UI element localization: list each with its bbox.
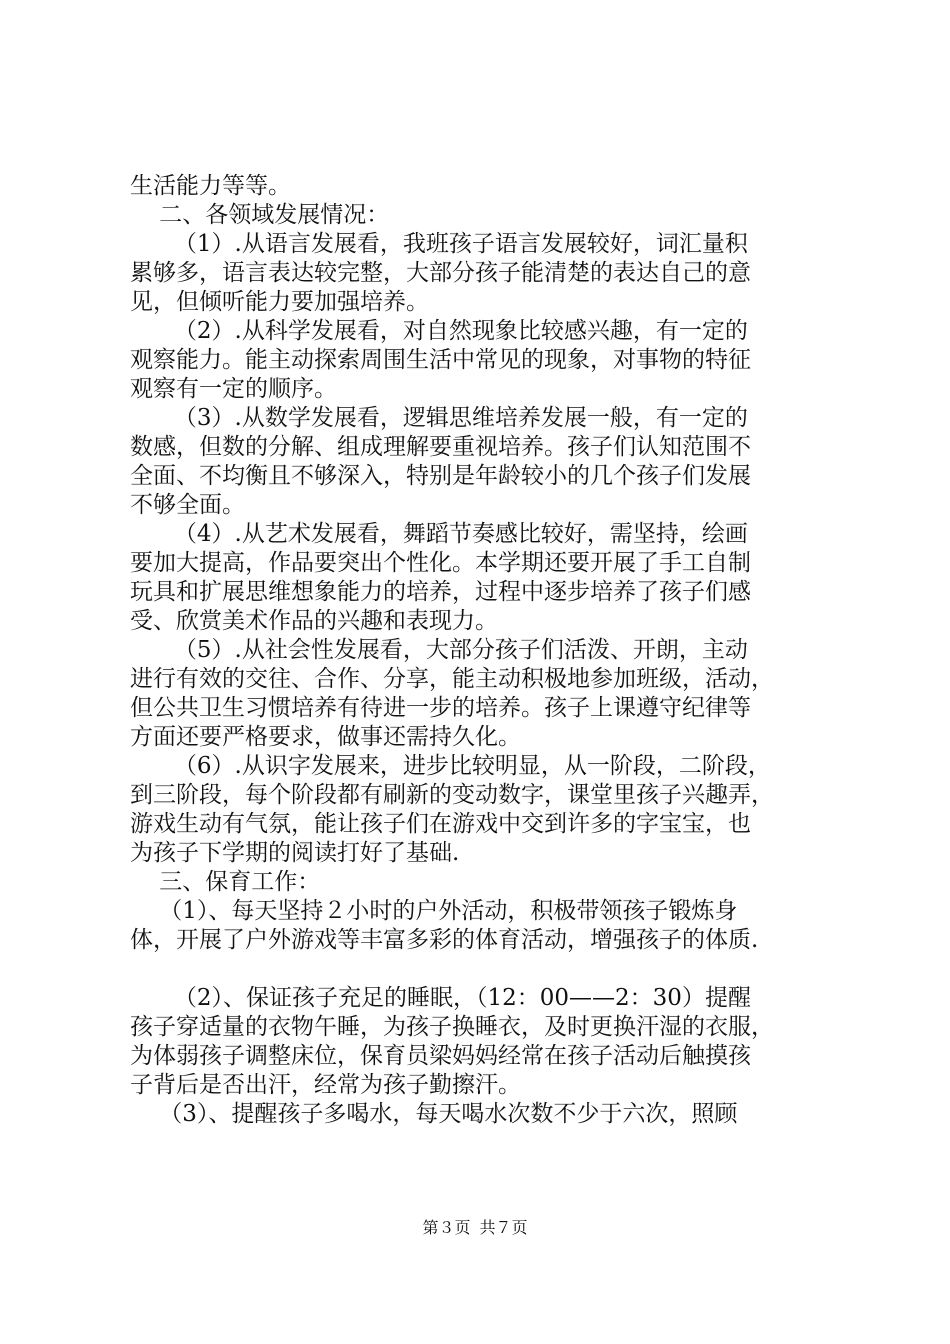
section-heading: 三、保育工作： [130, 869, 321, 895]
text-line: 但公共卫生习惯培养有待进一步的培养。孩子上课遵守纪律等 [130, 695, 751, 721]
document-body [130, 172, 830, 1129]
text-line: 生活能力等等。 [130, 173, 291, 199]
text-line: 要加大提高，作品要突出个性化。本学期还要开展了手工自制 [130, 550, 751, 576]
text-line: 进行有效的交往、合作、分享，能主动积极地参加班级，活动， [130, 666, 774, 692]
page-number: 第３页 [422, 1218, 471, 1237]
text-line: 为孩子下学期的阅读打好了基础. [130, 840, 460, 866]
text-line: 孩子穿适量的衣物午睡，为孩子换睡衣，及时更换汗湿的衣服， [130, 1014, 774, 1040]
text-line: （2）.从科学发展看，对自然现象比较感兴趣，有一定的 [130, 318, 748, 344]
text-line: 子背后是否出汗，经常为孩子勤擦汗。 [130, 1072, 521, 1098]
text-line: （6）.从识字发展来，进步比较明显，从一阶段，二阶段， [130, 753, 771, 779]
text-line: 数感，但数的分解、组成理解要重视培养。孩子们认知范围不 [130, 434, 751, 460]
text-line: （3）.从数学发展看，逻辑思维培养发展一般，有一定的 [130, 405, 748, 431]
text-line: 方面还要严格要求，做事还需持久化。 [130, 724, 521, 750]
text-line: 观察有一定的顺序。 [130, 376, 337, 402]
text-line: 到三阶段，每个阶段都有刷新的变动数字，课堂里孩子兴趣弄， [130, 782, 774, 808]
blank-line [130, 955, 830, 984]
text-line: （2）、保证孩子充足的睡眠，（12：00——2：30）提醒 [130, 985, 751, 1011]
section-heading: 二、各领域发展情况： [130, 202, 390, 228]
text-line: 体，开展了户外游戏等丰富多彩的体育活动，增强孩子的体质. [130, 927, 759, 953]
text-line: 为体弱孩子调整床位，保育员梁妈妈经常在孩子活动后触摸孩 [130, 1043, 751, 1069]
text-line: 观察能力。能主动探索周围生活中常见的现象，对事物的特征 [130, 347, 751, 373]
text-line: 不够全面。 [130, 492, 245, 518]
text-line: （3）、提醒孩子多喝水，每天喝水次数不少于六次，照顾 [130, 1101, 738, 1127]
text-line: （4）.从艺术发展看，舞蹈节奏感比较好，需坚持，绘画 [130, 521, 748, 547]
text-line: （5）.从社会性发展看，大部分孩子们活泼、开朗，主动 [130, 637, 748, 663]
page-footer [0, 1215, 950, 1238]
text-line: 累够多，语言表达较完整，大部分孩子能清楚的表达自己的意 [130, 260, 751, 286]
text-line: （1）、每天坚持２小时的户外活动，积极带领孩子锻炼身 [130, 898, 738, 924]
text-line: 受、欣赏美术作品的兴趣和表现力。 [130, 608, 498, 634]
page-total: 共７页 [479, 1218, 528, 1237]
text-line: 见，但倾听能力要加强培养。 [130, 289, 429, 315]
text-line: 玩具和扩展思维想象能力的培养，过程中逐步培养了孩子们感 [130, 579, 751, 605]
text-line: 游戏生动有气氛，能让孩子们在游戏中交到许多的字宝宝，也 [130, 811, 751, 837]
text-line: 全面、不均衡且不够深入，特别是年龄较小的几个孩子们发展 [130, 463, 751, 489]
text-line: （1）.从语言发展看，我班孩子语言发展较好，词汇量积 [130, 231, 748, 257]
